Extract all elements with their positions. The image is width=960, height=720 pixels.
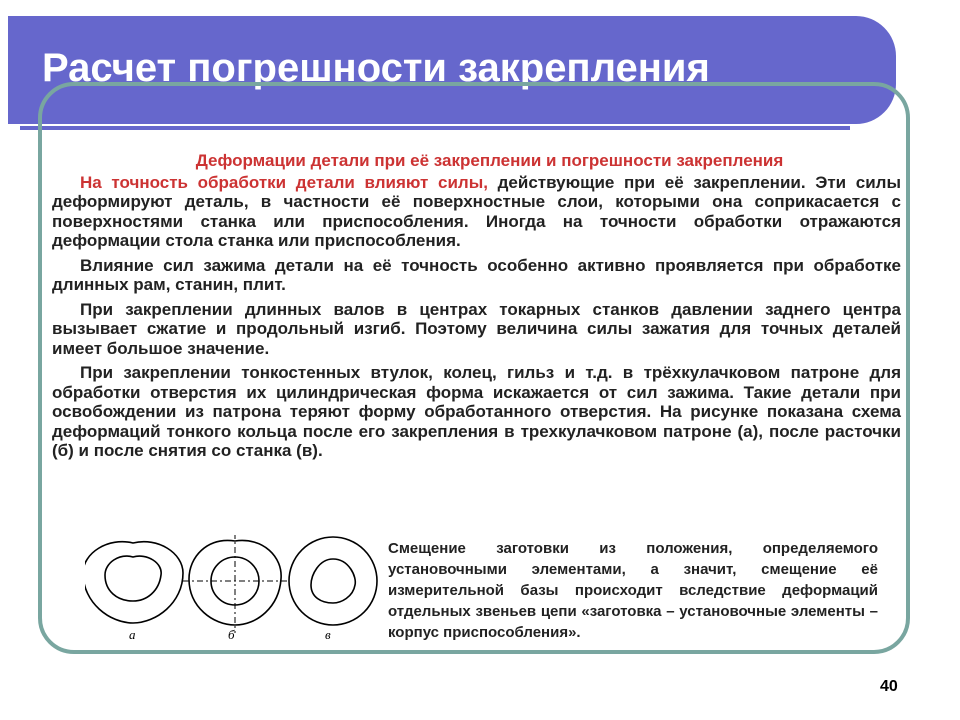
paragraph-1-text: действующие при её закреплении. Эти силы деформируют деталь, в частности её поверхностные слои, которыми она соприкасается с поверхностями станка или приспособления. Иногда на точности обработки отражаются деформации стола станка или приспособления.	[52, 172, 902, 250]
slide-subtitle: Деформации детали при её закреплении и погрешности закрепления	[195, 151, 784, 170]
paragraph-3: При закреплении длинных валов в центрах токарных станков давлении заднего центра вызывает сжатие и продольный изгиб. Поэтому величина силы зажатия для точных деталей имеет большое значение.	[52, 299, 901, 358]
label-a: а	[129, 627, 136, 642]
paragraph-1	[52, 173, 901, 251]
ring-a-diagram	[85, 542, 183, 623]
slide-title: Расчет погрешности закрепления	[42, 46, 710, 90]
label-c: в	[325, 627, 331, 642]
ring-c-diagram	[289, 537, 377, 625]
paragraph-4: При закреплении тонкостенных втулок, колец, гильз и т.д. в трёхкулачковом патроне для обработки отверстия их цилиндрическая форма искажается от сил зажима. Такие детали при освобождении из патрона теряют форму обработанного отверстия. На рисунке показана схема деформаций тонкого кольца после его закрепления в трехкулачковом патроне (а), после расточки (б) и после снятия со станка (в).	[52, 363, 901, 460]
page-number: 40	[880, 678, 898, 695]
ring-b-diagram	[183, 535, 287, 633]
paragraph-2: Влияние сил зажима детали на её точность особенно активно проявляется при обработке длинных рам, станин, плит.	[52, 255, 901, 294]
figure-caption: Смещение заготовки из положения, определяемого установочными элементами, а значит, смещение её измерительной базы происходит вследствие деформаций отдельных звеньев цепи «заготовка – установочные элементы – корпус приспособления».	[388, 540, 878, 641]
slide-body	[52, 151, 901, 466]
ring-deformation-figure	[85, 535, 380, 645]
paragraph-1-highlight: На точность обработки детали влияют силы,	[80, 172, 488, 192]
label-b: б	[228, 627, 235, 642]
